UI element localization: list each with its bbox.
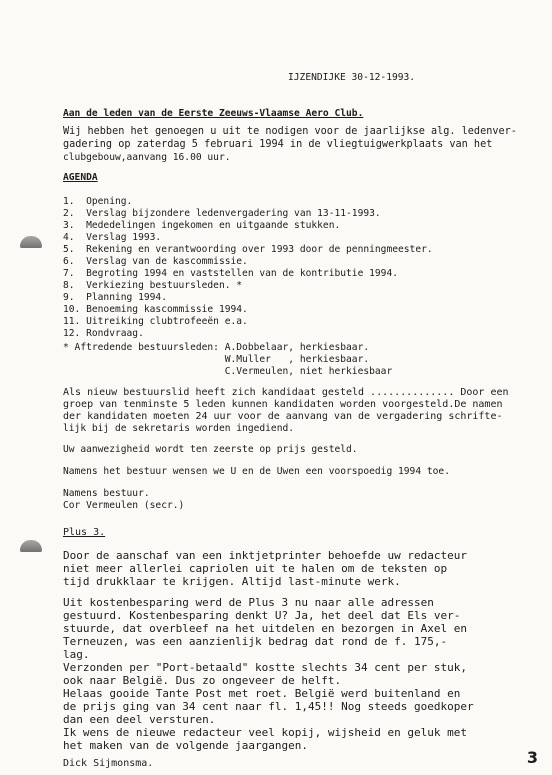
candidates-line: Als nieuw bestuurslid heeft zich kandidaat gesteld .............. Door een	[63, 387, 509, 398]
agenda-item: 7. Begroting 1994 en vaststellen van de kontributie 1994.	[63, 268, 399, 279]
signoff-line: Cor Vermeulen (secr.)	[63, 500, 185, 511]
agenda-item: 6. Verslag van de kascommissie.	[63, 256, 248, 267]
plus3-para2-line: ook naar België. Dus zo ongeveer de helft.	[63, 674, 342, 687]
plus3-para1-line: niet meer allerlei capriolen uit te halen om de teksten op	[63, 562, 448, 575]
punch-hole-mark	[20, 236, 42, 248]
candidates-line: der kandidaten moeten 24 uur voor de aanvang van de vergadering schrifte-	[63, 411, 503, 422]
agenda-item: 10. Benoeming kascommissie 1994.	[63, 304, 248, 315]
plus3-para2-line: de prijs ging van 34 cent naar fl. 1,45!! Nog steeds goedkoper	[63, 700, 474, 713]
intro-line: gadering op zaterdag 5 februari 1994 in de vliegtuigwerkplaats van het	[63, 139, 493, 150]
plus3-para2-line: gestuurd. Kostenbesparing denkt U? Ja, het deel dat Els ver-	[63, 609, 461, 622]
plus3-para2-line: Verzonden per "Port-betaald" kostte slechts 34 cent per stuk,	[63, 661, 467, 674]
page-number: 3	[526, 748, 538, 767]
candidates-line: groep van tenminste 5 leden kunnen kandidaten worden voorgesteld.De namen	[63, 399, 503, 410]
agenda-item: 5. Rekening en verantwoording over 1993 door de penningmeester.	[63, 244, 433, 255]
wishes-line: Namens het bestuur wensen we U en de Uwen een voorspoedig 1994 toe.	[63, 466, 450, 477]
place-date: IJZENDIJKE 30-12-1993.	[288, 72, 416, 83]
plus3-para1-line: Door de aanschaf van een inktjetprinter behoefde uw redacteur	[63, 549, 467, 562]
agenda-item: 3. Mededelingen ingekomen en uitgaande stukken.	[63, 220, 341, 231]
plus3-para2-line: lag.	[63, 648, 90, 661]
agenda-item: 11. Uitreiking clubtrofeeën e.a.	[63, 316, 248, 327]
plus3-author: Dick Sijmonsma.	[63, 758, 154, 769]
plus3-para2-line: stuurde, dat overbleef na het uitdelen en bezorgen in Axel en	[63, 622, 467, 635]
agenda-item: 1. Opening.	[63, 196, 133, 207]
plus3-para2-line: dan een deel versturen.	[63, 713, 216, 726]
plus3-para1-line: tijd drukklaar te krijgen. Altijd last-minute werk.	[63, 575, 401, 588]
retiring-line: C.Vermeulen, niet herkiesbaar	[63, 366, 393, 377]
agenda-item: 2. Verslag bijzondere ledenvergadering van 13-11-1993.	[63, 208, 381, 219]
presence-line: Uw aanwezigheid wordt ten zeerste op prijs gesteld.	[63, 444, 358, 455]
signoff-line: Namens bestuur.	[63, 488, 150, 499]
intro-line: Wij hebben het genoegen u uit te nodigen voor de jaarlijkse alg. ledenver-	[63, 126, 517, 137]
retiring-line: W.Muller , herkiesbaar.	[63, 354, 370, 365]
punch-hole-mark	[20, 540, 42, 552]
plus3-para2-line: Terneuzen, was een aanzienlijk bedrag dat rond de f. 175,-	[63, 635, 448, 648]
intro-line: clubgebouw,aanvang 16.00 uur.	[63, 152, 231, 163]
plus3-para3-line: Ik wens de nieuwe redacteur veel kopij, wijsheid en geluk met	[63, 726, 467, 739]
agenda-item: 8. Verkiezing bestuursleden. *	[63, 280, 243, 291]
candidates-line: lijk bij de sekretaris worden ingediend.	[63, 423, 295, 434]
agenda-item: 12. Rondvraag.	[63, 328, 144, 339]
agenda-item: 4. Verslag 1993.	[63, 232, 162, 243]
plus3-para3-line: het maken van de volgende jaargangen.	[63, 739, 309, 752]
agenda-title: AGENDA	[63, 172, 98, 183]
plus3-para2-line: Uit kostenbesparing werd de Plus 3 nu naar alle adressen	[63, 596, 434, 609]
retiring-line: * Aftredende bestuursleden: A.Dobbelaar, herkiesbaar.	[63, 342, 370, 353]
plus3-para2-line: Helaas gooide Tante Post met roet. België werd buitenland en	[63, 687, 461, 700]
agenda-item: 9. Planning 1994.	[63, 292, 167, 303]
letter-address: Aan de leden van de Eerste Zeeuws-Vlaamse Aero Club.	[63, 108, 364, 119]
plus3-title: Plus 3.	[63, 527, 106, 538]
